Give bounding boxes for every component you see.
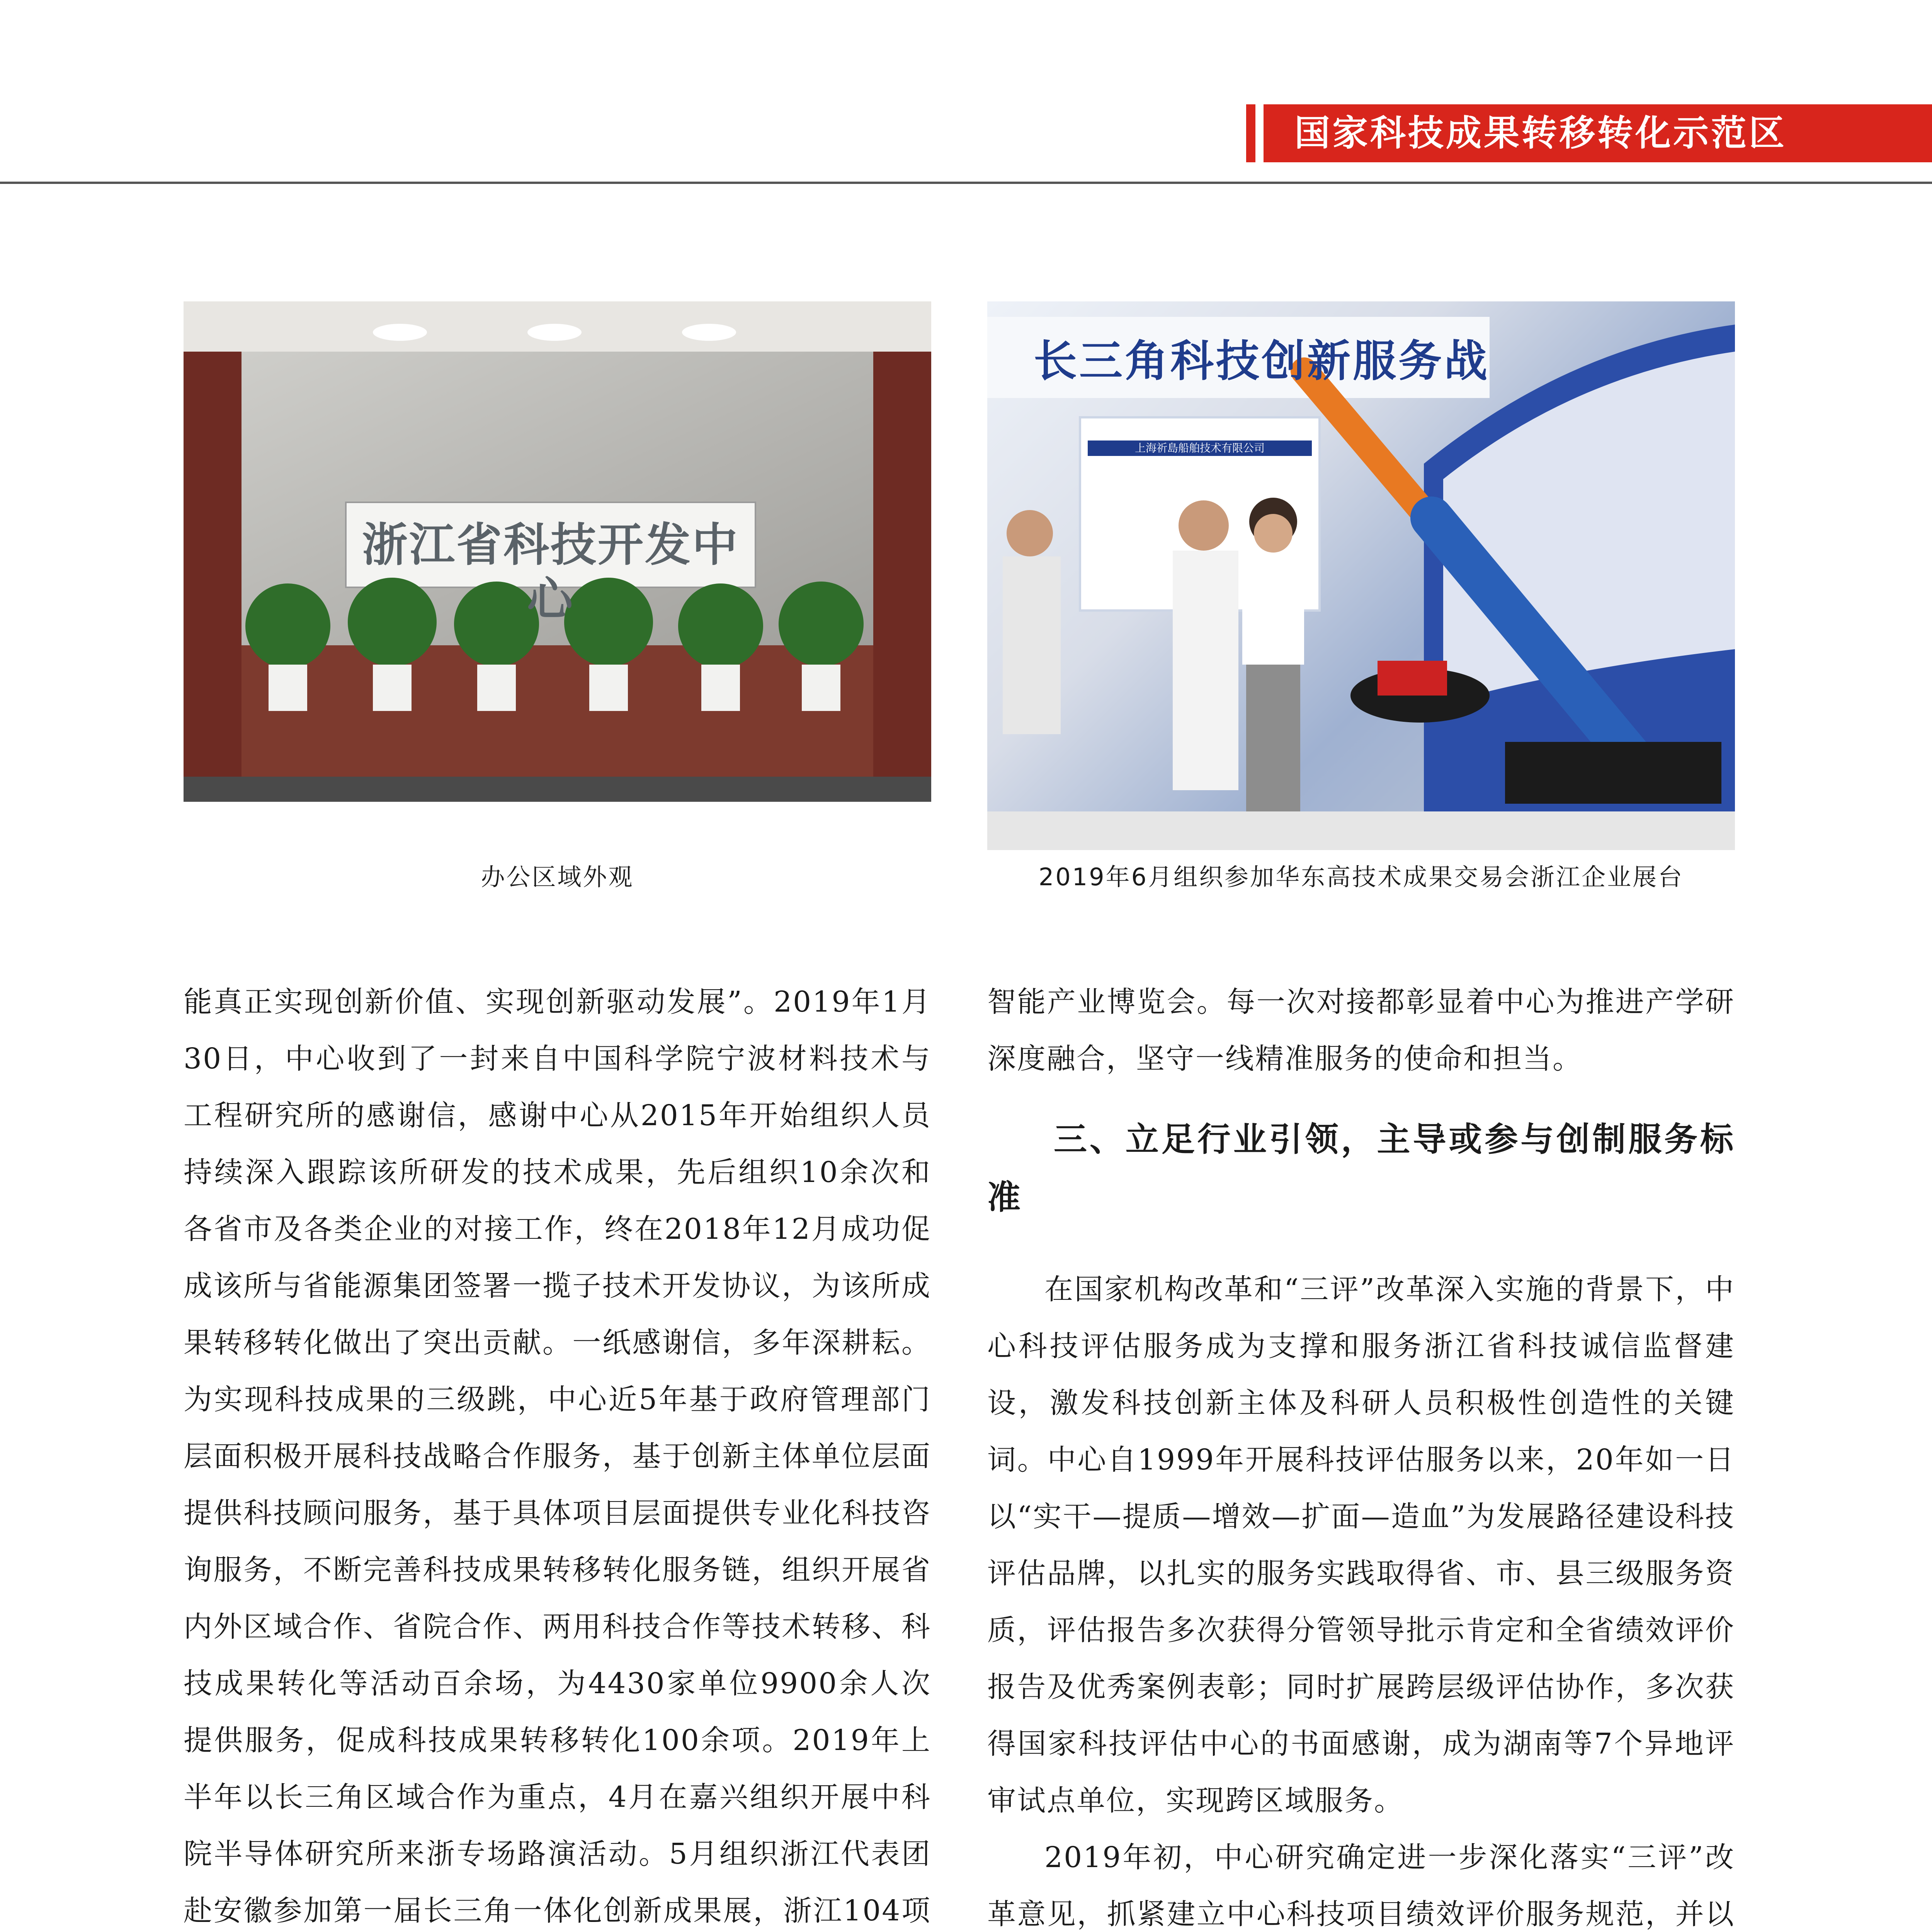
section-banner: 国家科技成果转移转化示范区 (1264, 104, 1932, 162)
expo-photo-caption: 2019年6月组织参加华东高技术成果交易会浙江企业展台 (1038, 863, 1684, 891)
office-sign-text: 浙江省科技开发中心 (362, 518, 739, 626)
section-heading: 三、立足行业引领，主导或参与创制服务标准 (987, 1120, 1735, 1217)
expo-company-sign: 上海祈島船舶技术有限公司 (1134, 442, 1265, 454)
office-photo-caption: 办公区域外观 (481, 863, 634, 891)
expo-banner-text: 长三角科技创新服务战 (1034, 336, 1490, 386)
office-photo (184, 301, 931, 802)
banner-accent (1246, 104, 1255, 162)
expo-photo (987, 301, 1735, 850)
left-column (184, 974, 931, 1932)
right-column (987, 974, 1735, 1932)
header-rule (0, 182, 1932, 184)
left-paragraph: 能真正实现创新价值、实现创新驱动发展”。2019年1月30日，中心收到了一封来自中国科学院宁波材料技术与工程研究所的感谢信，感谢中心从2015年开始组织人员持续深入跟踪该所研发的技术成果，先后组织10余次和各省市及各类企业的对接工作，终在2018年12月成功促成该所与省能源集团签署一揽子技术开发协议，为该所成果转移转化做出了突出贡献。一纸感谢信，多年深耕耘。为实现科技成果的三级跳，中心近5年基于政府管理部门层面积极开展科技战略合作服务，基于创新主体单位层面提供科技顾问服务，基于具体项目层面提供专业化科技咨询服务，不断完善科技成果转移转化服务链，组织开展省内外区域合作、省院合作、两用科技合作等技术转移、科技成果转化等活动百余场，为4430家单位9900余人次提供服务，促成科技成果转移转化100余项。2019年上半年以长三角区域合作为重点，4月在嘉兴组织开展中科院半导体研究所来浙专场路演活动。5月组织浙江代表团赴安徽参加第一届长三角一体化创新成果展，浙江104项 (184, 985, 931, 1927)
right-continuation: 智能产业博览会。每一次对接都彰显着中心为推进产学研深度融合，坚守一线精准服务的使命和担当。 (987, 985, 1735, 1075)
right-paragraph-2: 2019年初，中心研究确定进一步深化落实“三评”改革意见，抓紧建立中心科技项目绩效评价服务规范，并以 (987, 1841, 1735, 1931)
right-paragraph-1: 在国家机构改革和“三评”改革深入实施的背景下，中心科技评估服务成为支撑和服务浙江省科技诚信监督建设，激发科技创新主体及科研人员积极性创造性的关键词。中心自1999年开展科技评估服务以来，20年如一日以“实干—提质—增效—扩面—造血”为发展路径建设科技评估品牌，以扎实的服务实践取得省、市、县三级服务资质，评估报告多次获得分管领导批示肯定和全省绩效评价报告及优秀案例表彰；同时扩展跨层级评估协作，多次获得国家科技评估中心的书面感谢，成为湖南等7个异地评审试点单位，实现跨区域服务。 (987, 1273, 1735, 1817)
